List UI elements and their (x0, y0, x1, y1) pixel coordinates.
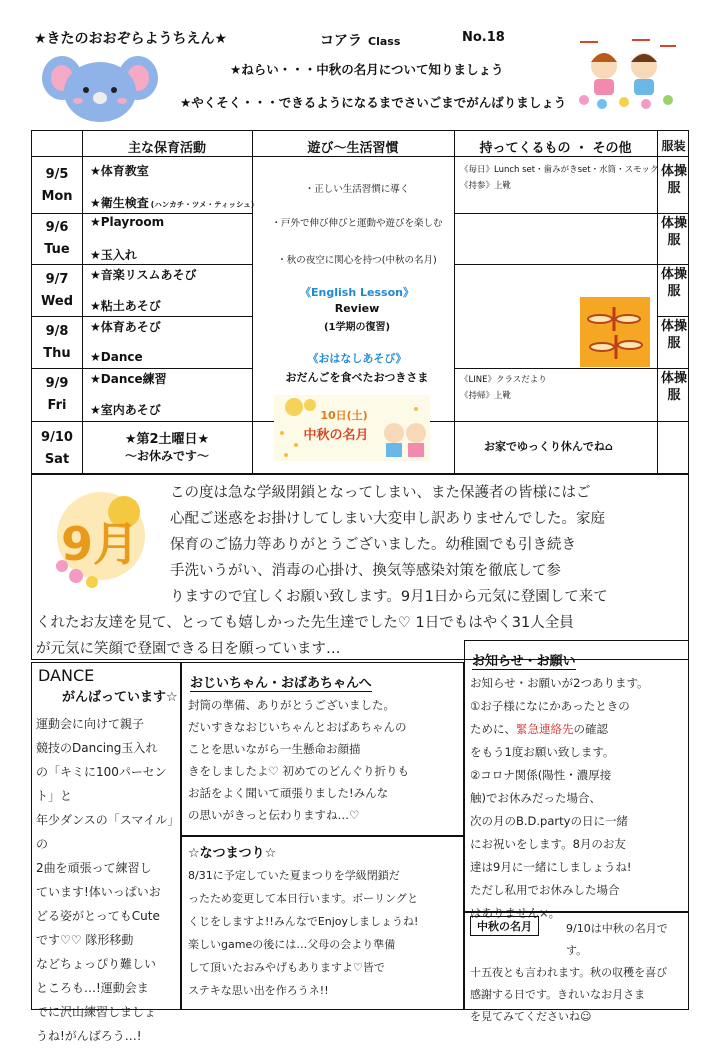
message-text (170, 480, 680, 610)
notice-line-end: の確認 (573, 722, 608, 736)
message-line: くれたお友達を見て、とっても嬉しかった先生達でした♡ 1日でもはやく31人全員 (36, 615, 574, 631)
dance-line: 2曲を頑張って練習し (36, 861, 152, 875)
issue-number: No.18 (462, 30, 505, 45)
weekday: Mon (41, 189, 73, 204)
notice-line (470, 718, 686, 741)
date: 9/7 (45, 272, 69, 287)
weekday: Sat (44, 452, 70, 467)
play-line-1: ・正しい生活習慣に導く (304, 184, 410, 195)
date: 9/9 (45, 376, 69, 391)
moon-festival-illustration (266, 393, 438, 465)
grandparents-line: 封筒の準備、ありがとうございました。 (188, 698, 395, 712)
schedule-table (31, 130, 689, 474)
activity-text: ★衛生検査 (90, 196, 149, 210)
dress-fri: 体操服 (660, 371, 687, 403)
class-word: Class (368, 35, 401, 48)
summer-line: して頂いたおみやげもありますよ♡皆で (188, 961, 385, 974)
summer-line: ったため変更して本日行います。ボーリングと (188, 892, 419, 905)
bring-line: 《LINE》クラスだより (460, 375, 547, 385)
moon-title: 中秋の名月 (303, 428, 369, 443)
notice-line: ②コロナ関係(陽性・濃厚接 (470, 768, 612, 782)
english-note: (1学期の復習) (323, 322, 391, 333)
notice-line: 次の月のB.D.partyの日に一緒 (470, 814, 628, 828)
row-line (454, 264, 688, 265)
notice-line: ただし私用でお休みした場合 (470, 883, 620, 897)
summer-festival-text (188, 864, 462, 1002)
grandparents-line: お話をよく聞いて頑張りました!みんな (188, 786, 389, 800)
grandparents-line: きをしましたよ♡ 初めてのどんぐり折りも (188, 764, 409, 778)
moon-festival-line: 十五夜とも言われます。秋の収穫を喜び (470, 966, 668, 979)
aim-text: ★ねらい・・・中秋の名月について知りましょう (230, 62, 504, 77)
dress-wed: 体操服 (660, 267, 687, 299)
day-tue (32, 217, 82, 261)
dress-thu: 体操服 (660, 319, 687, 351)
grandparents-line: ことを思いながら一生懸命お顔描 (188, 742, 361, 756)
header-bring: 持ってくるもの ・ その他 (479, 141, 632, 156)
activity-2 (90, 194, 254, 211)
day-sat (32, 427, 82, 471)
moon-date: 10日(土) (320, 409, 368, 422)
row-line (32, 213, 252, 214)
saturday-title: ★第2土曜日★ (124, 432, 210, 447)
activity-1: ★体育教室 (90, 164, 149, 178)
message-line: この度は急な学級閉鎖となってしまい、また保護者の皆様にはご (170, 485, 591, 501)
message-line: りますので宜しくお願い致します。9月1日から元気に登園して来て (170, 589, 608, 605)
dance-title: DANCE (38, 666, 95, 685)
weekday: Thu (43, 346, 71, 361)
weekday: Tue (44, 242, 70, 257)
class-name (320, 30, 400, 50)
row-line (657, 316, 688, 317)
row-line (32, 316, 252, 317)
row-line (32, 264, 252, 265)
grandparents-line: だいすきなおじいちゃんとおばあちゃんの (188, 720, 407, 734)
dragonfly-illustration (580, 297, 650, 367)
dance-line: でに沢山練習しましょ (36, 1005, 157, 1019)
play-line-3: ・秋の夜空に関心を持つ(中秋の名月) (277, 255, 437, 266)
day-thu (32, 321, 82, 365)
kids-illustration (572, 36, 682, 110)
message-line: が元気に笑顔で登園できる日を願っています… (36, 641, 341, 657)
moon-festival-line: 9/10は中秋の名月です。 (566, 922, 668, 957)
message-line: 保育のご協力等ありがとうございました。幼稚園でも引き続き (170, 537, 576, 553)
weekday: Wed (41, 294, 73, 309)
notice-line: にお祝いをします。8月のお友 (470, 837, 626, 851)
notice-text (470, 672, 686, 925)
moon-festival-text (470, 918, 686, 1028)
date: 9/10 (41, 430, 73, 445)
notice-title: お知らせ・お願い (472, 650, 576, 670)
dance-line: うね!がんばろう…! (36, 1029, 142, 1043)
bring-daily: 《毎日》Lunch set・歯みがきset・水筒・スモック (460, 165, 659, 175)
dance-line: ています!体いっぱいお (36, 885, 161, 899)
dance-line: ところも…!運動会ま (36, 981, 149, 995)
dance-line: の「キミに100パーセント」と (36, 765, 167, 803)
activity-2: ★玉入れ (90, 248, 137, 262)
day-wed (32, 269, 82, 313)
activity-1: ★Dance練習 (90, 372, 167, 386)
activity-2: ★Dance (90, 350, 143, 364)
notice-line: 達は9月に一緒にしましょうね! (470, 860, 632, 874)
header-play: 遊び～生活習慣 (307, 141, 399, 156)
dance-line: 運動会に向けて親子 (36, 717, 145, 731)
activity-1: ★音楽リスムあそび (90, 268, 197, 282)
dance-text (36, 712, 180, 1048)
class-name-text: コアラ (320, 33, 362, 49)
bring-return: 《持帰》上靴 (460, 391, 512, 401)
month-badge: 9月 (60, 517, 140, 571)
weekday: Fri (47, 398, 67, 413)
english-sub: Review (334, 302, 380, 315)
date: 9/5 (45, 167, 69, 182)
grandparents-text (188, 694, 462, 826)
message-line: 手洗いうがい、消毒の心掛け、換気等感染対策を徹底して参 (170, 563, 561, 579)
header-activities: 主な保育活動 (127, 141, 206, 156)
row-line (32, 368, 252, 369)
dress-mon: 体操服 (660, 164, 687, 196)
date: 9/6 (45, 220, 69, 235)
moon-festival-line: を見てみてくださいね☺ (470, 1010, 592, 1023)
day-fri (32, 373, 82, 417)
english-title: 《English Lesson》 (300, 286, 414, 299)
moon-festival-line: 感謝する日です。きれいなお月さま (470, 988, 646, 1001)
notice-line: をもう1度お願い致します。 (470, 745, 615, 759)
date: 9/8 (45, 324, 69, 339)
summer-line: くじをしますよ!!みんなでEnjoyしましょうね! (188, 915, 419, 928)
header-row-line (32, 156, 688, 157)
activity-1: ★Playroom (90, 215, 165, 229)
notice-line: 触)でお休みだった場合、 (470, 791, 601, 805)
notice-line: ①お子様になにかあったときの (470, 699, 630, 713)
school-name: ★きたのおおぞらようちえん★ (34, 31, 228, 47)
dance-line: です♡♡ 隊形移動 (36, 933, 134, 947)
summer-line: 8/31に予定していた夏まつりを学級閉鎖だ (188, 869, 400, 882)
activity-note: (ハンカチ・ツメ・ティッシュ) (150, 200, 255, 209)
summer-line: ステキな思い出を作ろうネ!! (188, 984, 329, 997)
header-dress: 服装 (661, 139, 686, 153)
activity-1: ★体育あそび (90, 320, 161, 334)
dance-line: 年少ダンスの「スマイル」の (36, 813, 180, 851)
koala-illustration (40, 46, 160, 126)
emergency-contact-text: 緊急連絡先 (516, 722, 574, 736)
grandparents-line: の思いがきっと伝わりますね…♡ (188, 808, 360, 822)
dance-subtitle: がんばっています☆ (62, 690, 178, 705)
activity-2: ★粘土あそび (90, 299, 161, 313)
summer-festival-title: ☆なつまつり☆ (188, 846, 277, 861)
promise-text: ★やくそく・・・できるようになるまでさいごまでがんばりましょう (180, 95, 567, 110)
dance-line: などちょっぴり難しい (36, 957, 157, 971)
row-line (454, 213, 688, 214)
play-line-2: ・戸外で伸び伸びと運動や遊びを楽しむ (271, 218, 443, 229)
september-badge (38, 482, 164, 594)
story-name: おだんごを食べたおつきさま (285, 371, 429, 384)
grandparents-title: おじいちゃん・おばあちゃんへ (190, 672, 372, 692)
saturday-sub: ～お休みです～ (124, 449, 209, 463)
message-line: 心配ご迷惑をお掛けしてしまい大変申し訳ありませんでした。家庭 (170, 511, 605, 527)
bring-shoes: 《持参》上靴 (460, 181, 512, 191)
moon-festival-title: 中秋の名月 (470, 916, 539, 936)
dance-line: 競技のDancing玉入れ (36, 741, 158, 755)
notice-line: はありません×。 (470, 906, 561, 920)
notice-line-start: ために、 (470, 722, 516, 736)
saturday-rest: お家でゆっくり休んでね⌂ (484, 440, 613, 453)
activity-2: ★室内あそび (90, 403, 161, 417)
story-title: 《おはなしあそび》 (307, 352, 407, 365)
row-line (454, 368, 688, 369)
notice-intro: お知らせ・お願いが2つあります。 (470, 676, 649, 690)
day-mon (32, 164, 82, 208)
dress-tue: 体操服 (660, 216, 687, 248)
dance-line: どる姿がとってもCute (36, 909, 160, 923)
summer-line: 楽しいgameの後には…父母の会より準備 (188, 938, 396, 951)
